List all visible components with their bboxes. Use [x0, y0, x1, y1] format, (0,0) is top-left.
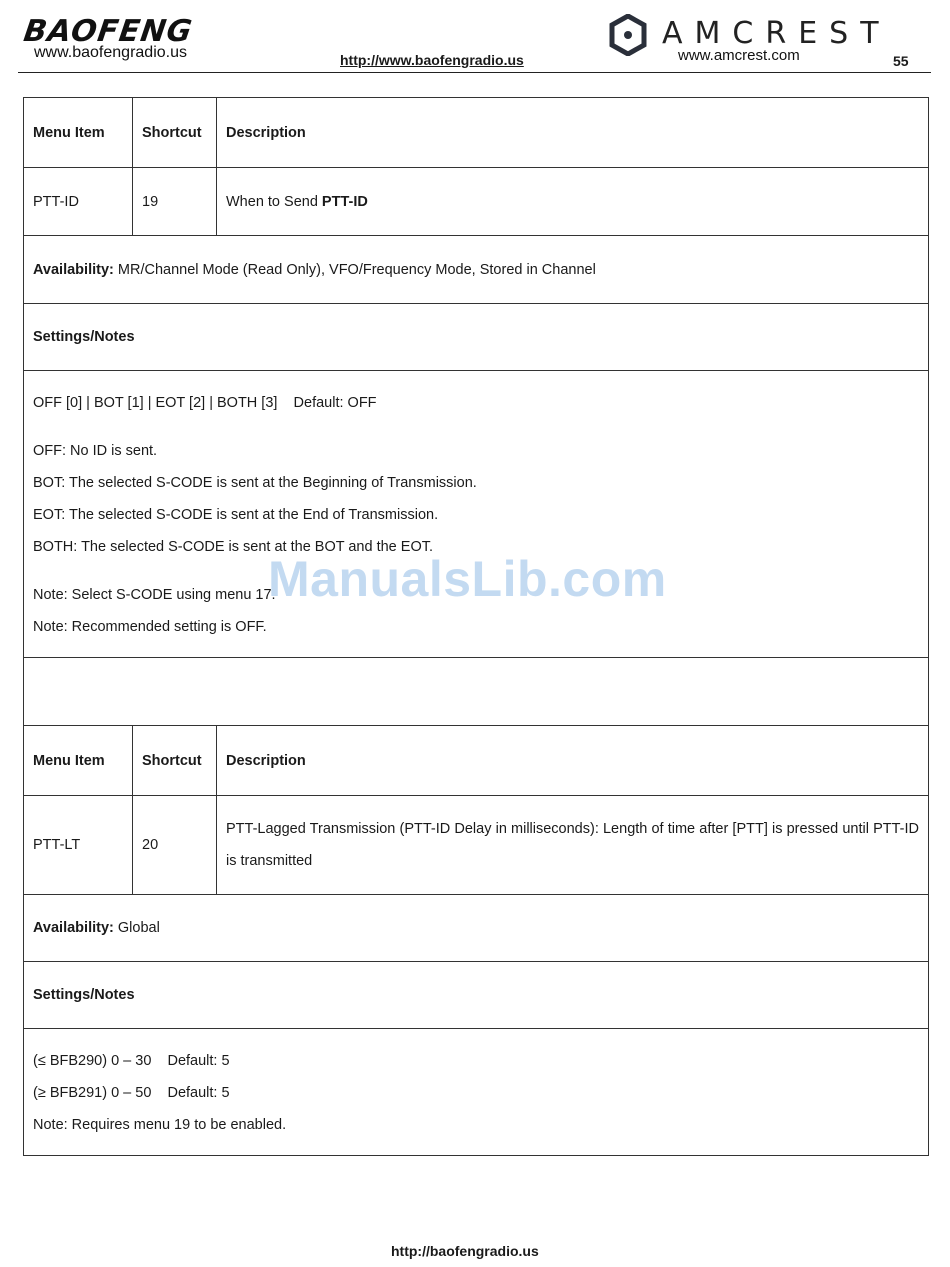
notes-cell [24, 1029, 929, 1156]
settings-label: Settings/Notes [24, 304, 929, 371]
table-row [24, 168, 929, 236]
notes-row [24, 371, 929, 658]
col-description: Description [217, 726, 929, 796]
footer-link[interactable]: http://baofengradio.us [391, 1243, 539, 1259]
note-line: OFF [0] | BOT [1] | EOT [2] | BOTH [3] Default: OFF [33, 395, 377, 411]
notes-row [24, 1029, 929, 1156]
menu-table [23, 97, 929, 1156]
baofeng-logo: BAOFENG [21, 14, 195, 49]
description-cell [217, 168, 929, 236]
amcrest-logo: AMCREST [662, 16, 891, 51]
table-header-row [24, 726, 929, 796]
note-line: BOT: The selected S-CODE is sent at the Beginning of Transmission. [33, 475, 477, 491]
note-line: EOT: The selected S-CODE is sent at the End of Transmission. [33, 507, 439, 523]
watermark: ManualsLib.com [268, 551, 667, 607]
settings-header-row [24, 962, 929, 1029]
shortcut-cell: 20 [133, 796, 217, 895]
menu-item-cell: PTT-LT [24, 796, 133, 895]
col-description: Description [217, 98, 929, 168]
settings-label: Settings/Notes [24, 962, 929, 1029]
availability-value: MR/Channel Mode (Read Only), VFO/Frequency Mode, Stored in Channel [117, 261, 596, 278]
availability-label: Availability: [33, 261, 114, 278]
description-cell: PTT-Lagged Transmission (PTT-ID Delay in milliseconds): Length of time after [PTT] is pressed until PTT-ID is transmitted [217, 796, 929, 895]
availability-row [24, 895, 929, 962]
table-header-row [24, 98, 929, 168]
page-number: 55 [893, 53, 909, 69]
header-link[interactable]: http://www.baofengradio.us [340, 52, 524, 68]
note-line: (≥ BFB291) 0 – 50 Default: 5 [33, 1085, 230, 1101]
table-row [24, 796, 929, 895]
header-divider [18, 72, 931, 73]
spacer-row [24, 658, 929, 726]
settings-header-row [24, 304, 929, 371]
note-line: Note: Select S-CODE using menu 17. [33, 587, 276, 603]
col-shortcut: Shortcut [133, 98, 217, 168]
note-line: (≤ BFB290) 0 – 30 Default: 5 [33, 1053, 230, 1069]
col-menu-item: Menu Item [24, 98, 133, 168]
note-line: BOTH: The selected S-CODE is sent at the BOT and the EOT. [33, 539, 433, 555]
description-bold: PTT-ID [321, 193, 368, 210]
note-line: OFF: No ID is sent. [33, 443, 158, 459]
availability-value: Global [117, 920, 160, 936]
baofeng-url: www.baofengradio.us [34, 44, 187, 61]
amcrest-url: www.amcrest.com [678, 47, 800, 64]
col-shortcut: Shortcut [133, 726, 217, 796]
note-line: Note: Recommended setting is OFF. [33, 619, 267, 635]
shortcut-cell: 19 [133, 168, 217, 236]
col-menu-item: Menu Item [24, 726, 133, 796]
availability-row [24, 236, 929, 304]
note-line: Note: Requires menu 19 to be enabled. [33, 1117, 287, 1133]
menu-item-cell: PTT-ID [24, 168, 133, 236]
availability-label: Availability: [33, 920, 114, 936]
amcrest-logo-icon [609, 14, 647, 56]
description-text: When to Send [226, 193, 322, 210]
notes-cell [24, 371, 929, 658]
